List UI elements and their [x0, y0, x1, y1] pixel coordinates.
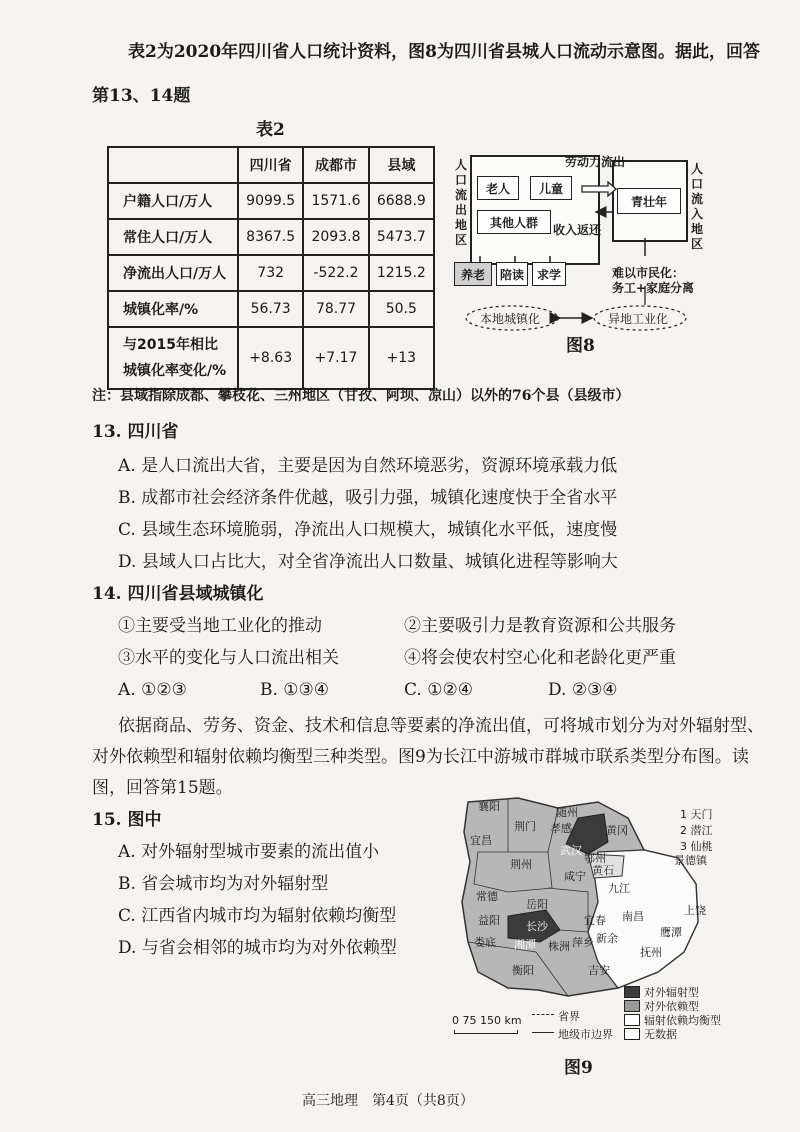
table2 [107, 146, 435, 390]
table-row-label [108, 327, 238, 389]
q14-option-b[interactable]: B. ①③④ [260, 680, 330, 700]
legend-swatch-balanced [624, 1014, 640, 1026]
q13-option-b[interactable]: B. 成都市社会经济条件优越，吸引力强，城镇化速度快于全省水平 [118, 488, 618, 508]
map-key-1: 1 天门 [680, 808, 713, 821]
legend-label: 辐射依赖均衡型 [644, 1014, 721, 1027]
table-row [108, 219, 434, 255]
q13-option-c[interactable]: C. 县域生态环境脆弱，净流出人口规模大，城镇化水平低，速度慢 [118, 520, 618, 540]
table-cell: 56.73 [238, 291, 303, 327]
table-cell: +13 [369, 327, 434, 389]
city-label: 益阳 [478, 914, 500, 927]
city-label: 黄石 [592, 864, 614, 877]
q14-option-c[interactable]: C. ①②④ [404, 680, 473, 700]
box-seek-education: 求学 [532, 262, 566, 286]
city-label: 荆门 [514, 820, 536, 833]
page-footer: 高三地理 第4页（共8页） [302, 1093, 474, 1109]
city-label: 宜昌 [470, 834, 492, 847]
q15-option-b[interactable]: B. 省会城市均为对外辐射型 [118, 874, 329, 894]
table-cell: 8367.5 [238, 219, 303, 255]
box-elderly: 老人 [477, 176, 519, 200]
q15-stem: 15. 图中 [92, 810, 162, 830]
figure-8-caption: 图8 [566, 336, 595, 356]
map-key-3: 3 仙桃 [680, 840, 713, 853]
arrow-label-income-return: 收入返还 [553, 223, 602, 237]
q15-option-c[interactable]: C. 江西省内城市均为辐射依赖均衡型 [118, 906, 397, 926]
table-cell: 5473.7 [369, 219, 434, 255]
q13-stem: 13. 四川省 [92, 422, 179, 442]
table2-title: 表2 [256, 120, 285, 140]
box-accompany-study: 陪读 [496, 262, 528, 286]
city-label: 衡阳 [512, 964, 534, 977]
table-cell: 9099.5 [238, 183, 303, 219]
box-children: 儿童 [530, 176, 572, 200]
table-row-label-line2: 城镇化率变化/% [123, 363, 227, 379]
city-label: 孝感 [550, 822, 572, 835]
q15-option-a[interactable]: A. 对外辐射型城市要素的流出值小 [118, 842, 380, 862]
city-label: 抚州 [640, 946, 662, 959]
city-label: 常德 [476, 890, 498, 903]
map-key-2: 2 潜江 [680, 824, 713, 837]
city-label: 新余 [596, 932, 618, 945]
city-label: 岳阳 [526, 898, 548, 911]
para-line1: 依据商品、劳务、资金、技术和信息等要素的净流出值，可将城市划分为对外辐射型、 [118, 716, 764, 736]
legend-line-label: 地级市边界 [558, 1028, 613, 1041]
table-row-label: 常住人口/万人 [108, 219, 238, 255]
box-elder-care: 养老 [454, 262, 492, 286]
table-header: 四川省 [238, 147, 303, 183]
note-line1: 难以市民化： [612, 266, 685, 280]
legend-swatch-dependent [624, 1000, 640, 1012]
legend-label: 无数据 [644, 1028, 677, 1041]
arrow-labor-outflow-head [582, 182, 616, 196]
table-row [108, 147, 434, 183]
city-label: 咸宁 [564, 870, 586, 883]
legend-line-label: 省界 [558, 1010, 580, 1023]
city-label: 湘潭 [514, 938, 536, 951]
table-cell: 2093.8 [303, 219, 368, 255]
table-cell: -522.2 [303, 255, 368, 291]
city-label: 萍乡 [572, 936, 594, 949]
legend-swatch-radiating [624, 986, 640, 998]
ellipse-left-label: 本地城镇化 [480, 312, 541, 326]
q14-item-3: ③水平的变化与人口流出相关 [118, 648, 339, 668]
table-row [108, 327, 434, 389]
legend-line-city [532, 1032, 554, 1033]
table-row [108, 183, 434, 219]
box-others: 其他人群 [477, 210, 551, 234]
q14-item-1: ①主要受当地工业化的推动 [118, 616, 322, 636]
table-row [108, 291, 434, 327]
table-row-label: 净流出人口/万人 [108, 255, 238, 291]
city-label: 上饶 [684, 904, 706, 917]
inflow-region-label: 人口流入地区 [690, 162, 703, 251]
city-label: 随州 [556, 806, 578, 819]
table-header [108, 147, 238, 183]
table-cell: 732 [238, 255, 303, 291]
city-label: 九江 [608, 882, 630, 895]
table-cell: 78.77 [303, 291, 368, 327]
intro-line2: 第13、14题 [92, 86, 191, 106]
city-label: 襄阳 [478, 800, 500, 813]
table-cell: 1571.6 [303, 183, 368, 219]
city-label: 吉安 [588, 964, 610, 977]
table-row [108, 255, 434, 291]
table-cell: 6688.9 [369, 183, 434, 219]
table-note: 注：县域指除成都、攀枝花、三州地区（甘孜、阿坝、凉山）以外的76个县（县级市） [92, 388, 630, 404]
city-label: 鄂州 [584, 852, 606, 865]
table-row-label: 城镇化率/% [108, 291, 238, 327]
table-header: 县域 [369, 147, 434, 183]
q14-option-d[interactable]: D. ②③④ [548, 680, 618, 700]
table-cell: +8.63 [238, 327, 303, 389]
legend-line-province [532, 1014, 554, 1015]
q14-item-2: ②主要吸引力是教育资源和公共服务 [404, 616, 676, 636]
scale-bar [454, 1030, 518, 1034]
legend-label: 对外依赖型 [644, 1000, 699, 1013]
q15-option-d[interactable]: D. 与省会相邻的城市均为对外依赖型 [118, 938, 397, 958]
para-line3: 图，回答第15题。 [92, 778, 233, 798]
city-label: 荆州 [510, 858, 532, 871]
city-label: 黄冈 [606, 824, 628, 837]
q13-option-d[interactable]: D. 县域人口占比大，对全省净流出人口数量、城镇化进程等影响大 [118, 552, 618, 572]
table-cell: 1215.2 [369, 255, 434, 291]
figure-9-caption: 图9 [564, 1058, 593, 1078]
arrow-label-labor-outflow: 劳动力流出 [564, 155, 625, 169]
table-header: 成都市 [303, 147, 368, 183]
table-cell: 50.5 [369, 291, 434, 327]
city-label: 娄底 [474, 936, 496, 949]
city-label: 景德镇 [674, 854, 707, 867]
legend-swatch-no-data [624, 1028, 640, 1040]
city-label: 宜春 [584, 914, 606, 927]
legend-label: 对外辐射型 [644, 986, 699, 999]
connector-lines [480, 256, 550, 262]
para-line2: 对外依赖型和辐射依赖均衡型三种类型。图9为长江中游城市群城市联系类型分布图。读 [92, 747, 749, 767]
intro-line1: 表2为2020年四川省人口统计资料，图8为四川省县城人口流动示意图。据此，回答 [128, 42, 760, 62]
ellipse-right-label: 异地工业化 [608, 312, 669, 326]
city-label: 长沙 [526, 920, 548, 933]
city-label: 株洲 [548, 940, 570, 953]
q13-option-a[interactable]: A. 是人口流出大省，主要是因为自然环境恶劣，资源环境承载力低 [118, 456, 618, 476]
q14-item-4: ④将会使农村空心化和老龄化更严重 [404, 648, 676, 668]
scale-bar-label: 0 75 150 km [452, 1014, 522, 1027]
note-line2: 务工+家庭分离 [612, 281, 695, 295]
box-youth: 青壮年 [617, 188, 681, 214]
q14-stem: 14. 四川省县域城镇化 [92, 584, 264, 604]
table-row-label-line1: 与2015年相比 [123, 337, 218, 353]
table-cell: +7.17 [303, 327, 368, 389]
city-label: 武汉 [560, 844, 582, 857]
q14-option-a[interactable]: A. ①②③ [118, 680, 187, 700]
outflow-region-label: 人口流出地区 [454, 158, 467, 247]
city-label: 鹰潭 [660, 926, 682, 939]
city-label: 南昌 [622, 910, 644, 923]
table-row-label: 户籍人口/万人 [108, 183, 238, 219]
